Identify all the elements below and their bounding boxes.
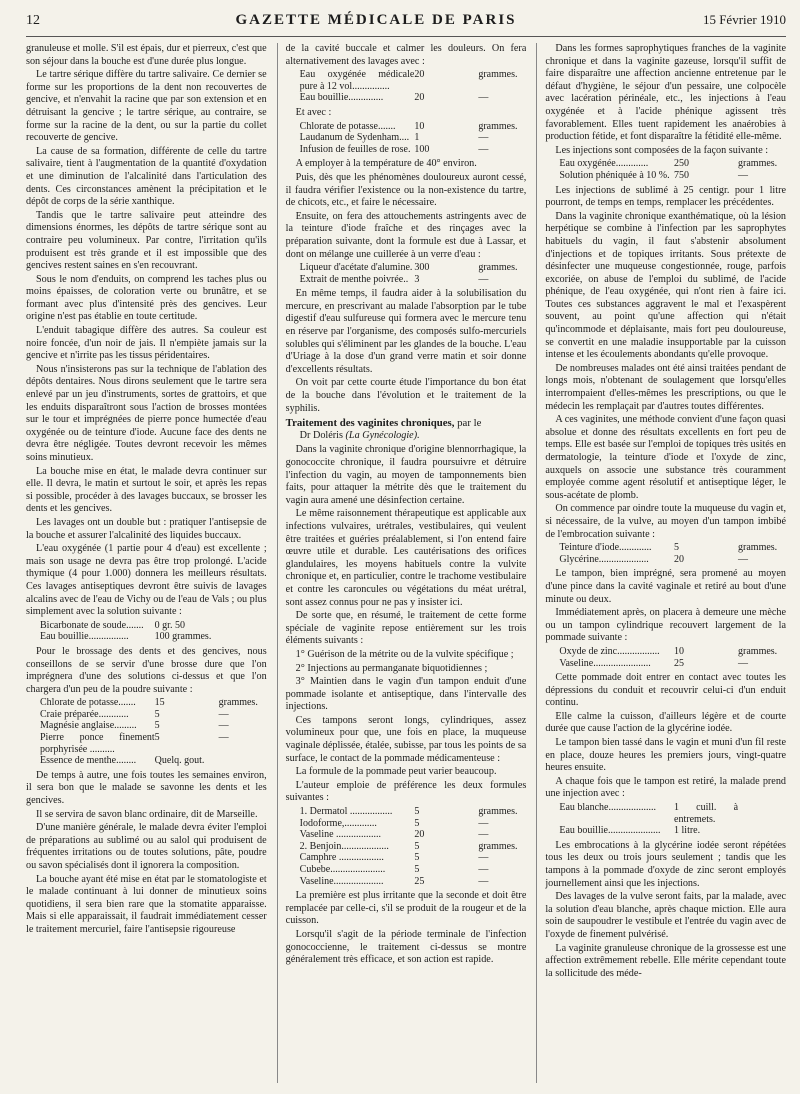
formula-unit: grammes. — [478, 840, 518, 852]
formula-ingredient: Magnésie anglaise......... — [40, 720, 137, 732]
formula-ingredient: Liqueur d'acétate d'alumine. — [299, 262, 413, 274]
formula-unit: — — [218, 720, 229, 732]
formula-block — [40, 620, 267, 643]
formula-unit: — — [478, 273, 489, 285]
formula-quantity: 100 — [414, 143, 430, 155]
page-header — [26, 12, 786, 37]
formula-quantity: 1 cuill. à entremets. — [674, 802, 739, 825]
formula-quantity: 25 — [414, 875, 425, 887]
paragraph: La bouche mise en état, le malade devra continuer sur elle. Il devra, le matin et surtout le soir, et après les repas si possible, procéder à des lavages buccaux, se brosser les dents et les gencives. — [26, 465, 267, 515]
formula-ingredient: Vaseline.................... — [299, 875, 384, 887]
formula-row — [40, 697, 267, 709]
formula-ingredient: Eau bouillie................ — [40, 631, 129, 643]
paragraph: Sous le nom d'enduits, on comprend les taches plus ou moins épaisses, de coloration verte ou brunâtre, et se formant avec plus d'intensité près des gencives. Leur origine n'est pas établie en toute certitude. — [26, 273, 267, 323]
formula-quantity: 250 — [674, 158, 690, 170]
formula-quantity: Quelq. gout. — [154, 755, 205, 767]
formula-quantity: 5 — [414, 864, 420, 875]
formula-block — [300, 806, 527, 887]
formula-ingredient: Eau bouillie.............. — [299, 92, 384, 104]
formula-ingredient: Eau bouillie..................... — [559, 825, 661, 837]
formula-quantity: 100 grammes. — [154, 631, 212, 643]
formula-row — [300, 876, 527, 888]
formula-row — [559, 658, 786, 670]
formula-row — [40, 755, 267, 767]
formula-quantity: 10 — [674, 645, 685, 657]
paragraph: Et avec : — [295, 106, 332, 118]
formula-quantity: 5 — [154, 708, 160, 720]
paragraph: La cause de sa formation, différente de celle du tartre salivaire, tient à l'augmentation de la quantité d'oxydation et une diminution de l'alcalinité dans l'articulation des dents. Ces circonstances amènent la précipitation et le dépôt de corps de la série xanthique. — [26, 145, 267, 208]
issue-date: 15 Février 1910 — [702, 12, 786, 27]
formula-row — [300, 818, 527, 830]
paragraph: De nombreuses malades ont été ainsi traitées pendant de longs mois, n'obtenant de soulagement que lorsqu'elles interrompaient d'elles-mêmes les prescriptions, ou que le médecin les remplaçait par d'autres toutes différentes. — [545, 362, 786, 412]
paragraph: Dans les formes saprophytiques franches de la vaginite chronique et dans la vaginite gazeuse, lorsqu'il suffit de faire disparaître une affection ancienne entretenue par le défaut d'hygiène, le séjour d'un pessaire, une colpocèle avec lacération périnéale, etc., les injections à l'eau oxygénée et à l'acide phénique agissent très favorablement. Elles tuent rapidement les anaérobies à production fétide, et font disparaître la fétidité elle-même. — [545, 43, 786, 143]
formula-unit: grammes. — [478, 69, 518, 81]
formula-row — [559, 554, 786, 566]
paragraph: L'auteur emploie de préférence les deux formules suivantes : — [285, 779, 527, 804]
byline — [300, 430, 527, 443]
formula-row — [559, 542, 786, 554]
formula-quantity: 300 — [414, 262, 430, 274]
paragraph: Immédiatement après, on placera à demeure une mèche ou un tampon cylindrique recouvert largement de la pommade suivante : — [545, 607, 786, 644]
paragraph: Il se servira de savon blanc ordinaire, dit de Marseille. — [36, 808, 258, 820]
paragraph: Les injections de sublimé à 25 centigr. pour 1 litre pourront, de temps en temps, remplacer les précédentes. — [545, 184, 786, 209]
formula-ingredient: Eau blanche................... — [559, 802, 656, 814]
paragraph: Des lavages de la vulve seront faits, par la malade, avec la solution d'eau blanche, après chaque miction. Elle aura soin de saupoudrer le vestibule et l'entrée du vagin avec de l'oxyde de finement pulvérisé. — [545, 891, 786, 940]
formula-unit: — — [478, 92, 489, 104]
formula-row — [300, 92, 527, 104]
formula-unit: — — [478, 143, 489, 155]
paragraph: Le tartre sérique diffère du tartre salivaire. Ce dernier se forme sur les proportions de la dent non recouvertes de gencive, et n'envahit la racine que par son extension et en détruisant la gencive ; le tartre sérique, au contraire, se forme sur la racine de la dent, ou sur la partie du collet recouverte de gencive. — [26, 69, 267, 144]
formula-unit: — — [218, 732, 229, 744]
formula-quantity: 750 — [674, 169, 690, 181]
formula-ingredient: Bicarbonate de soude....... — [40, 619, 144, 631]
formula-block — [559, 802, 786, 837]
formula-row — [300, 262, 527, 274]
formula-ingredient: Chlorate de potasse....... — [40, 697, 136, 709]
formula-unit: — — [478, 864, 489, 875]
formula-row — [40, 709, 267, 721]
formula-quantity: 3 — [414, 273, 420, 285]
formula-quantity: 10 — [414, 120, 425, 132]
paragraph: Cette pommade doit entrer en contact avec toutes les dépressions du conduit et recouvrir celui-ci d'un enduit continu. — [545, 672, 786, 709]
paragraph: Dans la vaginite chronique d'origine blennorrhagique, la gonococcite chronique, il faudra poursuivre et détruire l'infection du vagin, au moyen de tamponnements bien faits, pour attaquer la métrite dès que le traitement du vagin aura amené une désinfection certaine. — [285, 444, 527, 506]
paragraph: granuleuse et molle. S'il est épais, dur et pierreux, c'est que son séjour dans la bouche est d'une durée plus longue. — [26, 43, 267, 67]
column-3 — [536, 43, 786, 1083]
formula-unit: grammes. — [738, 542, 778, 554]
formula-ingredient: Infusion de feuilles de rose. — [299, 143, 411, 155]
source-journal: (La Gynécologie). — [345, 429, 420, 441]
formula-unit — [738, 825, 786, 837]
formula-ingredient: Cubebe...................... — [299, 864, 386, 875]
formula-ingredient: Pierre ponce finement porphyrisée .......... — [40, 732, 155, 755]
formula-ingredient: Iodoforme,............. — [299, 817, 377, 829]
page-number: 12 — [26, 13, 40, 28]
formula-quantity: 0 gr. 50 — [154, 619, 185, 631]
formula-ingredient: Teinture d'iode............. — [559, 542, 652, 554]
formula-row — [300, 829, 527, 841]
section-by: par le — [457, 417, 482, 430]
formula-ingredient: Extrait de menthe poivrée.. — [299, 273, 409, 285]
formula-quantity: 5 — [414, 806, 420, 818]
formula-unit — [219, 755, 267, 767]
formula-row — [40, 720, 267, 732]
paragraph: A chaque fois que le tampon est retiré, la malade prend une injection avec : — [545, 775, 786, 800]
paragraph: On commence par oindre toute la muqueuse du vagin et, si nécessaire, de la vulve, au moyen d'un tampon imbibé de l'embrocation suivante : — [545, 503, 786, 540]
formula-quantity: 5 — [674, 542, 680, 554]
list-item: 3° Maintien dans le vagin d'un tampon enduit d'une pommade isolante et antiseptique, dans l'intervalle des injections. — [285, 676, 527, 713]
formula-quantity: 5 — [414, 852, 420, 864]
paragraph: Le même raisonnement thérapeutique est applicable aux infections vulvaires, urétrales, vestibulaires, qui veulent être traitées et guéries préalablement, si l'on entend faire œuvre utile et durable. Les cautérisations des orifices glandulaires, les moyens habituels contre la vulvite chronique et, en particulier, contre le trachome vestibulaire et contre les caroncules ou végétations du méat urétral, sont assez connus pour ne pas y insister ici. — [285, 508, 527, 608]
formula-block — [300, 121, 527, 156]
formula-unit — [738, 802, 786, 825]
formula-unit: — — [478, 817, 489, 829]
formula-ingredient: Eau oxygénée............. — [559, 158, 649, 170]
paragraph: En même temps, il faudra aider à la solubilisation du mercure, en prescrivant au malade l'absorption par le tube digestif d'eau sulfureuse qui formera avec le mercure tenu en réserve par l'organisme, des composés sulfo-mercuriels solubles qui s'éliminent par les glandes de la bouche. L'eau d'Uriage à la dose d'un grand verre matin et soir donne d'excellents résultats. — [285, 288, 527, 375]
formula-row — [300, 852, 527, 864]
paragraph: De sorte que, en résumé, le traitement de cette forme spéciale de vaginite repose entièrement sur les trois éléments suivants : — [285, 610, 527, 647]
formula-quantity: 20 — [414, 69, 425, 81]
formula-unit: grammes. — [218, 697, 258, 709]
formula-row — [40, 620, 267, 632]
formula-ingredient: Laudanum de Sydenham.... — [299, 132, 410, 144]
formula-ingredient: Solution phéniquée à 10 %. — [559, 169, 670, 181]
paragraph: Puis, dès que les phénomènes douloureux auront cessé, il faudra vérifier l'existence ou la non-existence du tartre, de chicots, etc., et faire le nécessaire. — [285, 171, 527, 209]
formula-unit: — — [478, 875, 489, 887]
paragraph: Pour le brossage des dents et des gencives, nous conseillons de se servir d'une brosse dure que l'on imprégnera d'une des solutions ci-dessus et que l'on chargera d'un peu de la poudre suivante : — [26, 645, 267, 695]
formula-row — [300, 121, 527, 133]
formula-unit: grammes. — [738, 158, 778, 170]
formula-unit: grammes. — [478, 120, 518, 132]
formula-ingredient: Eau oxygénée médicale pure à 12 vol............... — [299, 69, 415, 92]
formula-quantity: 15 — [154, 697, 165, 709]
formula-block — [559, 158, 786, 181]
paragraph: On voit par cette courte étude l'importance du bon état de la bouche dans l'évolution et le traitement de la syphilis. — [285, 377, 527, 414]
formula-row — [40, 631, 267, 643]
paragraph: de la cavité buccale et calmer les douleurs. On fera alternativement des lavages avec : — [285, 43, 527, 67]
paragraph: A employer à la température de 40° environ. — [295, 158, 477, 170]
list-item: 2° Injections au permanganate biquotidiennes ; — [295, 662, 488, 674]
paragraph: La vaginite granuleuse chronique de la grossesse est une affection extrêmement rebelle. Elle mérite cependant toute la sollicitude des méde- — [545, 942, 786, 979]
formula-row — [300, 841, 527, 853]
formula-unit: — — [738, 553, 749, 565]
paragraph: La bouche ayant été mise en état par le stomatologiste et le malade continuant à lui donner de minutieux soins quotidiens, il sera bien rare que la stomatite apparaisse. Mais si elle apparaissait, il faudrait immédiatement cesser le traitement mercuriel, faire l'antisepsie rigoureuse — [26, 873, 267, 935]
formula-unit: — — [478, 132, 489, 144]
formula-unit: grammes. — [738, 645, 778, 657]
formula-row — [559, 802, 786, 825]
formula-block — [300, 69, 527, 104]
formula-row — [300, 274, 527, 286]
author-name: Dr Doléris — [299, 429, 343, 441]
section-heading — [286, 417, 527, 430]
formula-unit: — — [218, 708, 229, 720]
formula-row — [559, 646, 786, 658]
formula-unit: grammes. — [478, 262, 518, 274]
paragraph: D'une manière générale, le malade devra éviter l'emploi de préparations au sublimé ou au salol qui produisent de fréquentes irritations ou de toutes solutions, pâte, poudre ou savon spécialisés dont il ignorera la composition. — [26, 822, 267, 871]
paragraph: Le tampon bien tassé dans le vagin et muni d'un fil reste en place, douze heures les premiers jours, vingt-quatre heures ensuite. — [545, 737, 786, 774]
paragraph: L'enduit tabagique diffère des autres. Sa couleur est noire foncée, d'un noir de jais. Il n'empiète jamais sur la gencive et n'irrite pas les tissus péridentaires. — [26, 325, 267, 362]
formula-block — [300, 262, 527, 285]
section-title: Traitement des vaginites chroniques, — [285, 417, 455, 430]
paragraph: La formule de la pommade peut varier beaucoup. — [295, 766, 497, 778]
formula-unit: — — [478, 829, 489, 841]
formula-row — [559, 158, 786, 170]
formula-quantity: 1 litre. — [674, 825, 701, 837]
formula-unit: — — [478, 852, 489, 864]
formula-ingredient: Craie préparée............ — [40, 708, 129, 720]
formula-quantity: 5 — [414, 817, 420, 829]
formula-row — [300, 132, 527, 144]
paragraph: Nous n'insisterons pas sur la technique de l'ablation des dépôts dentaires. Nous dirons seulement que le tartre sera enlevé par un jeu d'instruments, sortes de grattoirs, et que les enduits disparaîtront sous l'action de brosses montées sur le tour et imprégnées de pierre ponce humectée d'eau oxygénée ou de teinture d'iode. Aucune face des dents ne devra être négligée. Toutes devront recevoir les mêmes soins minutieux. — [26, 363, 267, 463]
formula-ingredient: Camphre .................. — [299, 852, 384, 864]
formula-ingredient: Glycérine.................... — [559, 553, 649, 565]
formula-unit: — — [738, 169, 749, 181]
formula-ingredient: 2. Benjoin................... — [299, 840, 389, 852]
formula-quantity: 20 — [414, 92, 425, 104]
column-2 — [277, 43, 527, 1083]
formula-quantity: 5 — [414, 840, 420, 852]
paragraph: La première est plus irritante que la seconde et doit être remplacée par celle-ci, s'il se produit de la rougeur et de la cuisson. — [285, 890, 527, 927]
paragraph: Les embrocations à la glycérine iodée seront répétées tous les deux ou trois jours seulement ; tandis que les tampons à la pommade d'oxyde de zinc seront employés journellement ainsi que les injections. — [545, 839, 786, 889]
paragraph: A ces vaginites, une méthode convient d'une façon quasi absolue et donne des résultats excellents en fort peu de temps. Elle est basée sur l'emploi de topiques très usités en dermatologie, la teinture d'iode et l'oxyde de zinc, auxquels on associe une substance très couramment employée comme agent résolutif et antiseptique léger, le sous-acétate de plomb. — [545, 414, 786, 501]
formula-ingredient: Chlorate de potasse....... — [299, 120, 396, 132]
formula-ingredient: Essence de menthe........ — [40, 755, 137, 767]
formula-unit — [219, 620, 267, 632]
formula-quantity: 20 — [674, 553, 685, 565]
formula-quantity: 5 — [154, 720, 160, 732]
formula-row — [300, 864, 527, 876]
paragraph: Tandis que le tartre salivaire peut atteindre des dimensions énormes, les dépôts de tartre sérique sont au contraire peu volumineux. Par contre, l'irritation qu'ils produisent est très grande et il est impossible que des gencives restent saines en s'en recouvrant. — [26, 209, 267, 272]
formula-ingredient: Vaseline....................... — [559, 657, 651, 669]
paragraph: Dans la vaginite chronique exanthématique, où la lésion herpétique se combine à l'infection par les saprophytes habituels du vagin, il faut s'abstenir absolument d'injections et de topiques irritants. Sous prétexte de désinfecter une muqueuse congestionnée, rouge, parfois excoriée, on abuse de l'emploi du sublimé, de l'acide phénique, de l'eau oxygénée, qui n'ont rien à faire ici. Toutes ces substances aggravent le mal et l'exaspèrent souvent, au point qu'une affection qui n'était qu'incommode et déplaisante, mais fort peu douloureuse, se convertit en une maladie insupportable par la cuisson intense et les écoulements abondants qu'elle provoque. — [545, 210, 786, 361]
paragraph: Elle calme la cuisson, d'ailleurs légère et de courte durée que cause l'action de la glycérine iodée. — [545, 710, 786, 735]
paragraph: L'eau oxygénée (1 partie pour 4 d'eau) est excellente ; mais son usage ne devra pas être trop prolongé. L'acide thymique (4 pour 1.000) donnera les meilleurs résultats. Ces lavages antiseptiques devront être suivis de lavages alcalins avec de l'eau de Vichy ou de l'eau de Vals ; ou plus simplement avec la solution suivante : — [26, 543, 267, 618]
formula-unit: grammes. — [478, 806, 518, 818]
formula-ingredient: Oxyde de zinc................. — [559, 645, 660, 657]
formula-quantity: 1 — [414, 132, 420, 144]
formula-ingredient: Vaseline .................. — [299, 829, 382, 841]
journal-title: GAZETTE MÉDICALE DE PARIS — [235, 12, 517, 28]
formula-quantity: 20 — [414, 829, 425, 841]
formula-row — [40, 732, 267, 755]
paragraph: Ces tampons seront longs, cylindriques, assez volumineux pour que, une fois en place, la muqueuse vaginale déplissée, étalée, subisse, par tous les points de sa surface, le contact de la pommade médicamenteuse : — [285, 714, 527, 764]
paragraph: Ensuite, on fera des attouchements astringents avec de la teinture d'iode fraîche et des rinçages avec la préparation suivante, dont la formule est due à Lassar, et dont on mélange une cuillerée à un verre d'eau : — [285, 210, 527, 260]
formula-block — [40, 697, 267, 767]
formula-row — [559, 825, 786, 837]
formula-quantity: 5 — [154, 732, 160, 744]
formula-row — [300, 144, 527, 156]
paragraph: De temps à autre, une fois toutes les semaines environ, il sera bon que le malade se savonne les dents et les gencives. — [26, 769, 267, 807]
paragraph: Le tampon, bien imprégné, sera promené au moyen d'une pince dans la cavité vaginale et retiré au bout d'une minute ou deux. — [545, 568, 786, 605]
formula-unit: — — [738, 657, 749, 669]
formula-unit — [219, 631, 267, 643]
formula-row — [300, 806, 527, 818]
formula-quantity: 25 — [674, 657, 685, 669]
formula-row — [559, 170, 786, 182]
formula-block — [559, 646, 786, 669]
formula-block — [559, 542, 786, 565]
paragraph: Lorsqu'il s'agit de la période terminale de l'infection gonococcienne, le traitement ci-dessus se montre généralement très efficace, et son action est rapide. — [285, 928, 527, 966]
paragraph: Les injections sont composées de la façon suivante : — [555, 144, 769, 156]
column-1 — [26, 43, 267, 1083]
list-item: 1° Guérison de la métrite ou de la vulvite spécifique ; — [295, 648, 514, 660]
formula-row — [300, 69, 527, 92]
paragraph: Les lavages ont un double but : pratiquer l'antisepsie de la bouche et assurer l'alcalinité des liquides buccaux. — [26, 516, 267, 541]
formula-ingredient: 1. Dermatol ................. — [299, 806, 393, 818]
